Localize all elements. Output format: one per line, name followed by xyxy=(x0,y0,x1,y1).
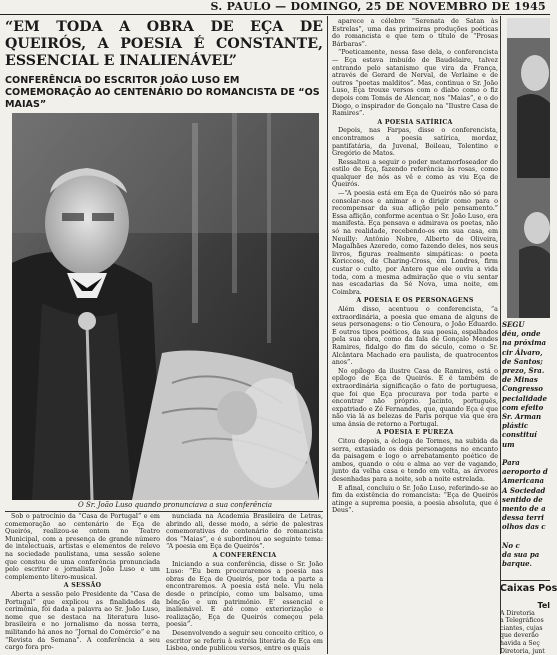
adjacent-photo-image xyxy=(507,18,550,318)
caixas-lines xyxy=(500,610,550,655)
column-rule xyxy=(327,16,328,654)
adjacent-text-line: Para xyxy=(502,458,520,468)
article-column-left-a xyxy=(5,513,160,654)
paragraph: Aberta a sessão pelo Presidente da “Casa de Portugal” que explicou as finalidades da cerimônia, foi dada a palavra ao Sr. João Luso, nome que se destaca na literatura luso-brasileira e no jornalismo da nossa terra, militando há anos no “Jornal do Comércio” e na “Revista da Semana”. A conferência a seu cargo fora pro- xyxy=(5,589,160,652)
caixas-text-line: ciantes, cujas xyxy=(500,624,543,632)
section-heading-pureza: A POESIA E PUREZA xyxy=(376,429,454,437)
masthead-dateline: S. PAULO — DOMINGO, 25 DE NOVEMBRO DE 1945 xyxy=(210,0,546,13)
adjacent-text-line: de Minas xyxy=(502,375,538,385)
article-column-left-b xyxy=(166,513,323,654)
adjacent-text-line: SEGU xyxy=(502,320,525,329)
article-column-right xyxy=(332,18,498,654)
photo-caption: O Sr. João Luso quando pronunciava a sua conferência xyxy=(77,501,273,509)
column-rule xyxy=(500,16,501,654)
caixas-text-line: havida a Seç xyxy=(500,639,540,647)
adjacent-text-line: constituí um xyxy=(502,430,537,449)
adjacent-text-line: plástic xyxy=(502,421,529,431)
adjacent-text-line: mento de a xyxy=(502,504,546,514)
paragraph: Ressaltou a seguir o poder metamorfoseador do estilo de Eça, fazendo referência às rosas, como qualquer de nós as vê e como as viu Eça de Queirós. xyxy=(332,157,498,189)
adjacent-text-line: A Sociedad xyxy=(502,485,546,495)
adjacent-article-column xyxy=(502,320,550,568)
caixas-subtitle: Tel xyxy=(537,601,550,610)
adjacent-photo xyxy=(507,18,550,318)
article-subheadline: CONFERÊNCIA DO ESCRITOR JOÃO LUSO EM COMEMORAÇÃO AO CENTENÁRIO DO ROMANCISTA DE “OS MAIAS” xyxy=(5,75,320,110)
caixas-title: Caixas Pos xyxy=(500,583,557,594)
adjacent-text-line: na próxima xyxy=(502,338,547,348)
adjacent-text-line: déu, onde xyxy=(502,329,541,339)
paragraph: E afinal, concluiu o Sr. João Luso, referindo-se ao fim da existência do romancista: “Eça de Queirós atinge a suprema poesia, a poesia absoluta, que é Deus”. xyxy=(332,483,498,515)
paragraph: Além disso, acentuou o conferencista, “a extraordinária, a poesia que emana de alguns de seus personagens: o tio Cenoura, o João Eduardo. E outros tipos poéticos, da sua poesia, espalhados pela sua obra, como da fala de Gonçalo Mendes Ramires, fidalgo do fim do século, como o Sr. Alcântara Machado era paulista, de quatrocentos anos”. xyxy=(332,304,498,367)
paragraph: nunciada na Academia Brasileira de Letras, abrindo ali, desse modo, a série de palestras comemorativas do centenário do romancista dos “Maias”, e é subordinou ao seguinte tema: “A poesia em Eça de Queirós”. xyxy=(166,512,323,551)
paragraph: Sob o patrocínio da “Casa de Portugal” e em comemoração ao centenário de Eça de Queirós, realizou-se ontem no Teatro Municipal, com a presença de grande número de intelectuais, artistas e elementos de relevo na sociedade paulistana, uma sessão solene que constou de uma conferência pronunciada pelo escritor e jornalista João Luso e um complemento lítero-musical. xyxy=(5,512,160,581)
adjacent-text-line xyxy=(502,532,550,541)
paragraph: aparece a célebre “Serenata de Satan às Estrelas”, uma das primeiras produções poéticas do romancista e que tem o título de “Prosas Bárbaras”. xyxy=(332,17,498,48)
caixas-article-column xyxy=(500,601,550,655)
paragraph: “Poeticamente, nessa fase dela, o conferencista — Eça estava imbuído de Baudelaire, talvez entrando pelo satanismo que vira da França, através de Gerard de Nerval, de Verlaine e de outros “poetas malditos”. Mas, continua o Sr. João Luso, Eça trouxe versos com o diabo como o fiz depois com Tomás de Alencar, nos “Maias”, e o do Diogo, o inspirador de Gonçalo na “Ilustre Casa de Ramires”. xyxy=(332,48,498,118)
adjacent-text-line xyxy=(502,449,550,458)
paragraph: Citou depois, a écloga de Tormes, na subida da serra, extasiado os dois personagens no encanto da paisagem e logo o arrebatamento poético de ambos, quando o céu e alma ao ver de vagando, junto da velha casa e tendo em volta, as árvores desenhadas para a noite, sob a noite estrelada. xyxy=(332,437,498,484)
paragraph: Depois, nas Farpas, disse o conferencista, encontramos a poesia satírica, mordaz, pantifatária, da Juvenal, Boileau, Tolentino e Gregório de Matos. xyxy=(332,126,498,158)
adjacent-text-line: Congresso xyxy=(502,384,543,394)
adjacent-text-line: dessa terri xyxy=(502,513,544,523)
paragraph: No epílogo da ilustre Casa de Ramires, está o epílogo de Eça de Queirós. E é também de extraordinária significação o fato de portuguesa, que foi que Eça procurava por toda parte e encontrar não próprio. Jacinto, português, expatriado e Zé Fernandes, que, quando Eça é que não via lá as belezas de Paris porque via que era uma ânsia de retorno a Portugal. xyxy=(332,366,498,428)
caixas-text-line: Diretoria, junt xyxy=(500,647,545,655)
caixas-text-line: que deverão xyxy=(500,632,539,640)
adjacent-text-line: da sua pa xyxy=(502,550,540,560)
section-heading-conferencia: A CONFERÊNCIA xyxy=(212,551,277,559)
adjacent-text-line: prezo, Sra. xyxy=(502,366,545,376)
adjacent-text-line: de Santos; xyxy=(502,356,543,366)
paragraph: Iniciando a sua conferência, disse o Sr. João Luso: “Eu bem procuraremos a poesia nas obras de Eça de Queirós, por toda a parte a encontraremos. A poesia está nele. Viu nela desde o princípio, como um balsamo, uma bênção e um patrimônio. E’ essencial e inalienável. E até como exteriorização e realização, Eça de Queirós começou pela poesia”. xyxy=(166,559,323,629)
caixas-headline xyxy=(500,583,557,595)
article-headline: “EM TODA A OBRA DE EÇA DE QUEIRÓS, A POESIA É CONSTANTE, ESSENCIAL E INALIENÁVEL” xyxy=(5,19,323,69)
adjacent-text-line: cir Álvaro, xyxy=(502,347,543,357)
adjacent-text-line: com efeito xyxy=(502,402,544,412)
caixas-text-line: a Telegráficos xyxy=(500,617,544,625)
adjacent-text-line: Sr. Arman xyxy=(502,412,542,422)
adjacent-text-line: pecialidade xyxy=(502,393,547,403)
section-heading-sessao: A SESSÃO xyxy=(63,582,102,590)
adjacent-text-line: aeroporto d xyxy=(502,467,548,477)
masthead xyxy=(0,0,550,15)
adjacent-text-line: No c xyxy=(502,540,520,550)
section-heading-satirica: A POESIA SATÍRICA xyxy=(377,118,453,126)
caixas-rule xyxy=(500,580,550,581)
adjacent-text-line: barque. xyxy=(502,559,532,569)
paragraph: Desenvolvendo a seguir seu conceito crítico, o escritor se referiu à estréia literária de Eça em Lisboa, onde publicou versos, entre os quais xyxy=(166,628,323,653)
adjacent-text-line: Americana xyxy=(502,476,545,486)
adjacent-text-line: olhos das c xyxy=(502,522,546,532)
paragraph: —“A poesia está em Eça de Queirós não só para consolar-nos e animar e o dirigir como para o recompensar da sua aflição pelo pensamento.” Essa aflição, conforme acentua o Sr. João Luso, era manifesta. Eça pensava e admirava os poetas, não só na realidade, recebendo-os em sua casa, em Neuilly: Antônio Nobre, Alberto de Oliveira, Magalhães Azeredo, como fazendo deles, nos seus livros, figuras realmente simpáticas: o poeta Koriccoso, de Charing-Cross, em Londres, firm custar o culto, por Antero que ele ouviu a vida toda, com a mesma admiração que o viu sentar nas escadarias da Sé Nova, uma noite, em Coimbra. xyxy=(332,189,498,296)
speaker-photo-image xyxy=(12,113,319,500)
caixas-text-line: A Diretoria xyxy=(500,609,535,617)
section-heading-personagens: A POESIA E OS PERSONAGENS xyxy=(356,297,474,305)
speaker-photo xyxy=(12,113,319,500)
adjacent-text-line: sentido de xyxy=(502,494,543,504)
